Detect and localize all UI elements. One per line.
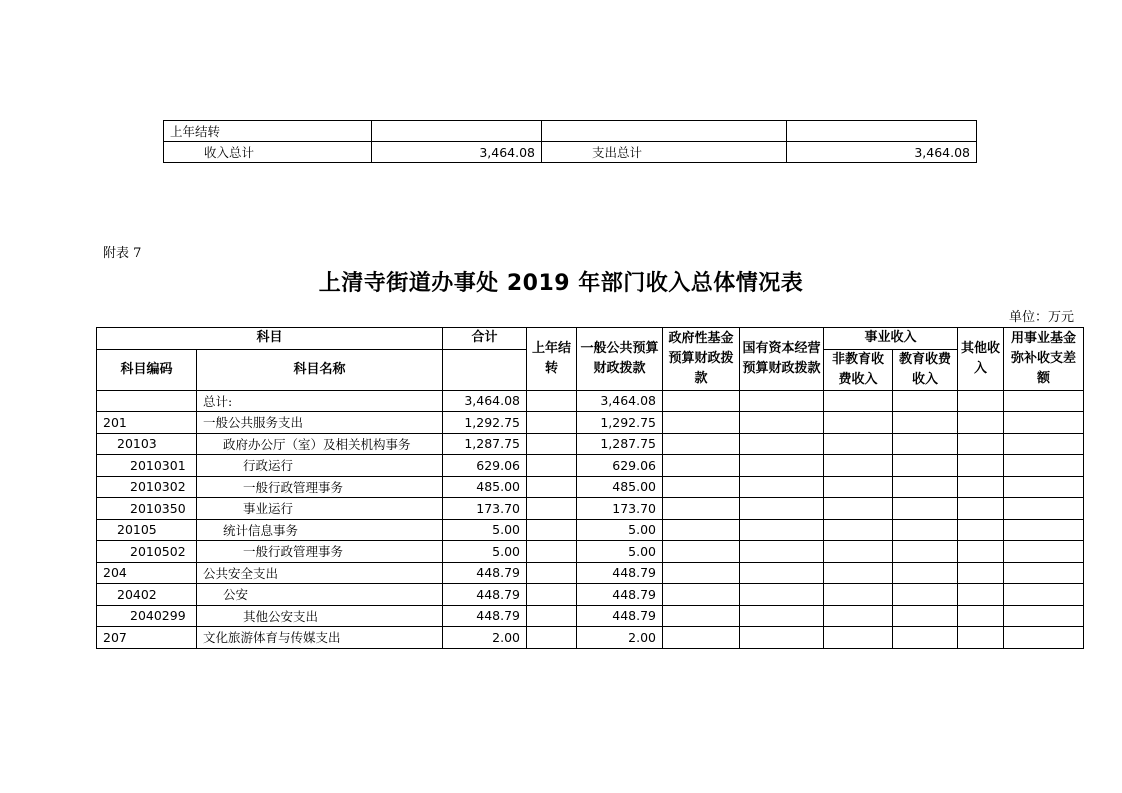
cell-non-edu-fee [824,412,893,434]
cell-code: 201 [97,412,197,434]
cell-non-edu-fee [824,562,893,584]
header-state-capital: 国有资本经营预算财政拨款 [740,328,824,391]
cell-general: 1,292.75 [577,412,663,434]
cell-non-edu-fee [824,605,893,627]
cell-gov-fund [663,433,740,455]
cell-code: 2010350 [97,498,197,520]
cell-edu-fee [893,562,958,584]
cell-other-income [958,605,1004,627]
cell-non-edu-fee [824,519,893,541]
cell-total: 448.79 [443,562,527,584]
cell-prior [527,433,577,455]
cell-name: 公共安全支出 [197,562,443,584]
cell-total: 1,292.75 [443,412,527,434]
income-total-label: 收入总计 [164,142,372,163]
cell-total: 485.00 [443,476,527,498]
cell-name: 一般行政管理事务 [197,476,443,498]
cell-state-capital [740,412,824,434]
cell-gov-fund [663,390,740,412]
header-subject-code: 科目编码 [97,349,197,390]
cell-gov-fund [663,476,740,498]
cell-total: 3,464.08 [443,390,527,412]
cell-business-fund [1004,476,1084,498]
header-subject: 科目 [97,328,443,350]
cell-state-capital [740,541,824,563]
header-general-budget: 一般公共预算财政拨款 [577,328,663,391]
cell-name: 统计信息事务 [197,519,443,541]
cell-edu-fee [893,627,958,649]
cell-other-income [958,541,1004,563]
cell-state-capital [740,562,824,584]
header-subject-name: 科目名称 [197,349,443,390]
cell-prior [527,584,577,606]
table-row [97,476,1084,498]
cell-edu-fee [893,541,958,563]
cell-code: 2010301 [97,455,197,477]
cell-code: 2040299 [97,605,197,627]
cell-general: 448.79 [577,584,663,606]
cell-gov-fund [663,455,740,477]
cell-state-capital [740,519,824,541]
cell-total: 5.00 [443,519,527,541]
cell-non-edu-fee [824,390,893,412]
header-business-fund: 用事业基金弥补收支差额 [1004,328,1084,391]
carryover-label-2 [542,121,787,142]
cell-non-edu-fee [824,498,893,520]
cell-prior [527,519,577,541]
cell-total: 448.79 [443,584,527,606]
cell-other-income [958,455,1004,477]
cell-total: 448.79 [443,605,527,627]
table-row [97,605,1084,627]
cell-code: 20105 [97,519,197,541]
cell-state-capital [740,627,824,649]
cell-gov-fund [663,584,740,606]
cell-name: 事业运行 [197,498,443,520]
cell-code: 207 [97,627,197,649]
header-other-income: 其他收入 [958,328,1004,391]
cell-state-capital [740,584,824,606]
cell-total: 2.00 [443,627,527,649]
cell-name: 行政运行 [197,455,443,477]
header-business-income: 事业收入 [824,328,958,350]
table-row [97,519,1084,541]
cell-business-fund [1004,519,1084,541]
cell-state-capital [740,476,824,498]
table-row [164,121,977,142]
cell-business-fund [1004,562,1084,584]
cell-edu-fee [893,390,958,412]
cell-other-income [958,390,1004,412]
appendix-label: 附表 7 [103,246,142,261]
cell-code [97,390,197,412]
cell-edu-fee [893,519,958,541]
cell-non-edu-fee [824,433,893,455]
cell-prior [527,627,577,649]
cell-business-fund [1004,433,1084,455]
cell-prior [527,562,577,584]
header-prior-year: 上年结转 [527,328,577,391]
header-non-edu-fee: 非教育收费收入 [824,349,893,390]
table-body [97,390,1084,648]
cell-edu-fee [893,412,958,434]
cell-prior [527,498,577,520]
header-total: 合计 [443,328,527,350]
cell-total: 173.70 [443,498,527,520]
cell-total: 629.06 [443,455,527,477]
cell-edu-fee [893,605,958,627]
page-title: 上清寺街道办事处 2019 年部门收入总体情况表 [318,271,804,296]
cell-business-fund [1004,390,1084,412]
cell-general: 2.00 [577,627,663,649]
cell-gov-fund [663,627,740,649]
cell-gov-fund [663,605,740,627]
cell-general: 448.79 [577,562,663,584]
header-edu-fee: 教育收费收入 [893,349,958,390]
carryover-label: 上年结转 [164,121,372,142]
cell-general: 3,464.08 [577,390,663,412]
cell-code: 204 [97,562,197,584]
table-row [97,390,1084,412]
cell-gov-fund [663,412,740,434]
cell-other-income [958,562,1004,584]
cell-general: 5.00 [577,519,663,541]
cell-non-edu-fee [824,541,893,563]
cell-name: 其他公安支出 [197,605,443,627]
carryover-value-2 [787,121,977,142]
cell-business-fund [1004,627,1084,649]
cell-code: 20402 [97,584,197,606]
cell-state-capital [740,390,824,412]
cell-code: 2010502 [97,541,197,563]
cell-other-income [958,476,1004,498]
carryover-value [372,121,542,142]
cell-prior [527,455,577,477]
cell-business-fund [1004,498,1084,520]
cell-name: 总计: [197,390,443,412]
cell-business-fund [1004,412,1084,434]
cell-prior [527,605,577,627]
table-row [97,627,1084,649]
cell-state-capital [740,498,824,520]
cell-state-capital [740,455,824,477]
cell-total: 5.00 [443,541,527,563]
cell-general: 629.06 [577,455,663,477]
cell-edu-fee [893,498,958,520]
cell-general: 5.00 [577,541,663,563]
cell-edu-fee [893,433,958,455]
cell-name: 文化旅游体育与传媒支出 [197,627,443,649]
cell-non-edu-fee [824,584,893,606]
table-row [97,584,1084,606]
table-row [164,142,977,163]
cell-business-fund [1004,584,1084,606]
table-row [97,412,1084,434]
cell-edu-fee [893,455,958,477]
income-total-value: 3,464.08 [372,142,542,163]
cell-total: 1,287.75 [443,433,527,455]
cell-other-income [958,519,1004,541]
cell-name: 一般行政管理事务 [197,541,443,563]
cell-state-capital [740,605,824,627]
cell-gov-fund [663,498,740,520]
header-gov-fund: 政府性基金预算财政拨款 [663,328,740,391]
expense-total-value: 3,464.08 [787,142,977,163]
cell-prior [527,541,577,563]
cell-prior [527,476,577,498]
cell-name: 公安 [197,584,443,606]
table-row [97,498,1084,520]
cell-non-edu-fee [824,455,893,477]
cell-name: 一般公共服务支出 [197,412,443,434]
expense-total-label: 支出总计 [542,142,787,163]
cell-general: 173.70 [577,498,663,520]
cell-business-fund [1004,541,1084,563]
table-row [97,433,1084,455]
cell-other-income [958,584,1004,606]
cell-name: 政府办公厅（室）及相关机构事务 [197,433,443,455]
cell-state-capital [740,433,824,455]
cell-non-edu-fee [824,627,893,649]
cell-edu-fee [893,476,958,498]
cell-general: 485.00 [577,476,663,498]
cell-other-income [958,498,1004,520]
table-row [97,562,1084,584]
header-total-spacer [443,349,527,390]
cell-edu-fee [893,584,958,606]
cell-gov-fund [663,519,740,541]
income-expense-summary-table [163,120,977,163]
cell-code: 2010302 [97,476,197,498]
cell-general: 1,287.75 [577,433,663,455]
cell-other-income [958,627,1004,649]
cell-prior [527,390,577,412]
cell-other-income [958,433,1004,455]
cell-code: 20103 [97,433,197,455]
table-row [97,541,1084,563]
unit-label: 单位：万元 [1008,310,1074,325]
cell-non-edu-fee [824,476,893,498]
cell-business-fund [1004,605,1084,627]
cell-other-income [958,412,1004,434]
cell-general: 448.79 [577,605,663,627]
cell-gov-fund [663,562,740,584]
department-income-table [96,327,1084,649]
cell-gov-fund [663,541,740,563]
cell-prior [527,412,577,434]
cell-business-fund [1004,455,1084,477]
table-row [97,455,1084,477]
header-row [97,328,1084,350]
